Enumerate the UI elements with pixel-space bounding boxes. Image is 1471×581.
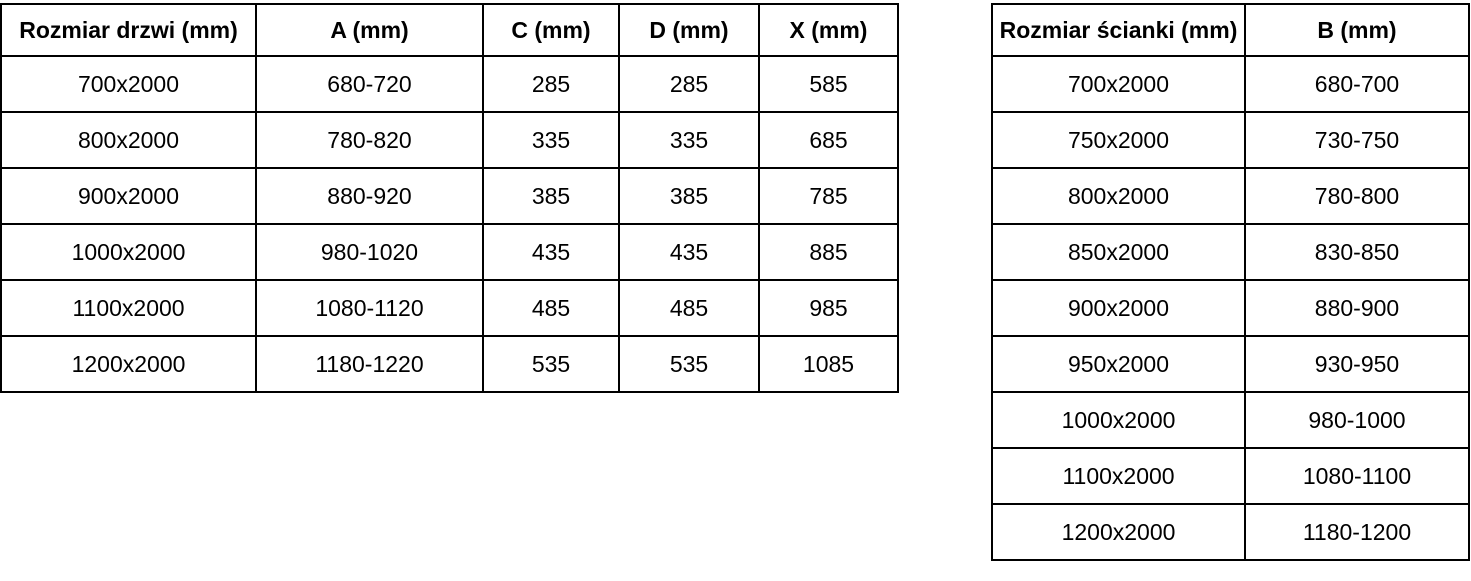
table-row [992,280,1469,336]
table-cell: 385 [619,168,759,224]
table-cell: 535 [619,336,759,392]
table-cell: 680-720 [256,56,483,112]
column-header: B (mm) [1245,4,1469,56]
table-cell: 850x2000 [992,224,1245,280]
table-row [1,112,898,168]
table-row [1,280,898,336]
table-cell: 680-700 [1245,56,1469,112]
wall-size-table [991,3,1470,561]
table-cell: 1180-1200 [1245,504,1469,560]
table-cell: 1200x2000 [1,336,256,392]
table-row [992,448,1469,504]
table-cell: 780-820 [256,112,483,168]
table-row [992,112,1469,168]
table-cell: 980-1000 [1245,392,1469,448]
table-cell: 385 [483,168,619,224]
table-cell: 685 [759,112,898,168]
table-row [1,224,898,280]
table-cell: 980-1020 [256,224,483,280]
table-cell: 335 [619,112,759,168]
wall-size-table-head [992,4,1469,56]
table-cell: 700x2000 [1,56,256,112]
table-cell: 1085 [759,336,898,392]
table-cell: 1200x2000 [992,504,1245,560]
table-cell: 1100x2000 [992,448,1245,504]
table-cell: 1080-1100 [1245,448,1469,504]
table-cell: 1100x2000 [1,280,256,336]
table-cell: 485 [619,280,759,336]
table-cell: 730-750 [1245,112,1469,168]
table-row [992,392,1469,448]
table-cell: 885 [759,224,898,280]
table-cell: 585 [759,56,898,112]
column-header: D (mm) [619,4,759,56]
column-header: Rozmiar drzwi (mm) [1,4,256,56]
table-row [992,336,1469,392]
table-cell: 435 [483,224,619,280]
table-cell: 750x2000 [992,112,1245,168]
table-cell: 880-900 [1245,280,1469,336]
table-row [992,504,1469,560]
door-size-table [0,3,899,393]
table-row [1,168,898,224]
table-cell: 1000x2000 [992,392,1245,448]
table-cell: 800x2000 [992,168,1245,224]
table-cell: 780-800 [1245,168,1469,224]
table-cell: 830-850 [1245,224,1469,280]
table-row [1,336,898,392]
table-cell: 700x2000 [992,56,1245,112]
table-cell: 535 [483,336,619,392]
table-cell: 785 [759,168,898,224]
header-row [1,4,898,56]
header-row [992,4,1469,56]
table-cell: 1000x2000 [1,224,256,280]
table-cell: 335 [483,112,619,168]
table-cell: 1180-1220 [256,336,483,392]
table-cell: 435 [619,224,759,280]
table-cell: 900x2000 [992,280,1245,336]
table-cell: 950x2000 [992,336,1245,392]
table-row [1,56,898,112]
door-size-table-head [1,4,898,56]
wall-size-table-body [992,56,1469,560]
table-cell: 800x2000 [1,112,256,168]
table-cell: 930-950 [1245,336,1469,392]
column-header: C (mm) [483,4,619,56]
table-cell: 285 [483,56,619,112]
table-row [992,56,1469,112]
column-header: X (mm) [759,4,898,56]
table-cell: 285 [619,56,759,112]
table-cell: 900x2000 [1,168,256,224]
column-header: Rozmiar ścianki (mm) [992,4,1245,56]
door-size-table-body [1,56,898,392]
table-cell: 880-920 [256,168,483,224]
table-row [992,168,1469,224]
column-header: A (mm) [256,4,483,56]
table-cell: 1080-1120 [256,280,483,336]
table-cell: 985 [759,280,898,336]
table-row [992,224,1469,280]
table-cell: 485 [483,280,619,336]
